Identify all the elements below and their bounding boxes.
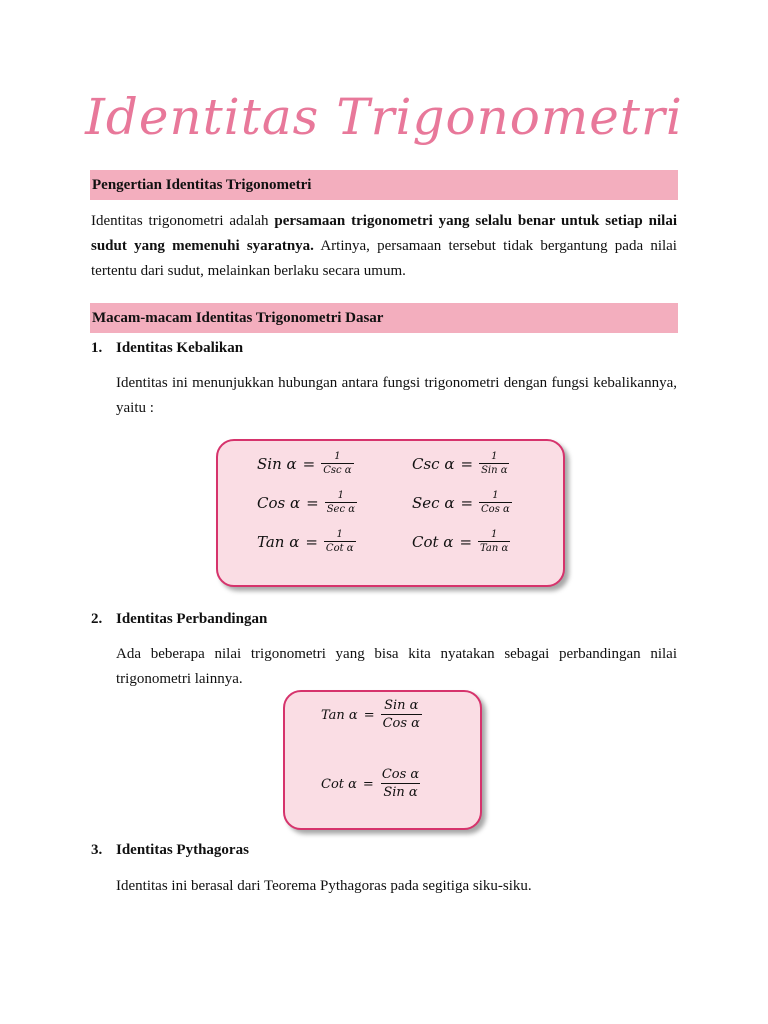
item-title: Identitas Perbandingan — [116, 611, 268, 627]
section-heading-macam: Macam-macam Identitas Trigonometri Dasar — [90, 303, 678, 333]
formula-tan-cot: Tan α = $\frac{1}{\text{Cot α}}$ — [257, 529, 354, 554]
formula-sec-cos: Sec α = $\frac{1}{\text{Cos α}}$ — [412, 490, 510, 515]
fraction: $\frac{1}{\text{Cos α}}$ — [481, 490, 510, 515]
formula-csc-sin: Csc α = $\frac{1}{\text{Sin α}}$ — [412, 451, 508, 476]
definition-text-end: Artinya, persamaan tersebut tidak bergantung pada nilai tertentu dari sudut, melainkan berlaku secara umum. — [91, 238, 677, 279]
formula-sin-csc: Sin α = $\frac{1}{\text{Csc α}}$ — [257, 451, 352, 476]
fraction: $\frac{1}{\text{Sec α}}$ — [326, 490, 355, 515]
page-title: Identitas Trigonometri — [85, 88, 683, 146]
definition-paragraph — [91, 209, 677, 284]
fraction: $\frac{1}{\text{Tan α}}$ — [480, 529, 509, 554]
item-title: Identitas Pythagoras — [116, 842, 249, 858]
item-number: 2. — [91, 611, 103, 627]
definition-text-bold: persamaan trigonometri yang selalu benar untuk setiap nilai sudut yang memenuhi syaratnya. — [91, 213, 678, 254]
formula-tan-ratio: Tan α = $\frac{\text{Sin α}}{\text{Cos α}}$ — [321, 698, 420, 731]
definition-text-start: Identitas trigonometri adalah — [91, 213, 275, 229]
item-text-pythagoras: Identitas ini berasal dari Teorema Pythagoras pada segitiga siku-siku. — [116, 878, 532, 894]
item-title: Identitas Kebalikan — [116, 340, 244, 356]
item-text-kebalikan: Identitas ini menunjukkan hubungan antara fungsi trigonometri dengan fungsi kebalikannya, yaitu : — [116, 375, 677, 416]
formula-cot-ratio: Cot α = $\frac{\text{Cos α}}{\text{Sin α}}$ — [321, 767, 420, 800]
item-number: 1. — [91, 340, 103, 356]
item-heading-kebalikan — [91, 340, 243, 357]
item-heading-pythagoras — [91, 842, 249, 859]
item-heading-perbandingan — [91, 611, 267, 628]
fraction: $\frac{1}{\text{Sin α}}$ — [481, 451, 508, 476]
fraction: $\frac{1}{\text{Csc α}}$ — [323, 451, 352, 476]
fraction: $\frac{\text{Cos α}}{\text{Sin α}}$ — [381, 767, 420, 800]
section-heading-pengertian: Pengertian Identitas Trigonometri — [90, 170, 678, 200]
item-number: 3. — [91, 842, 103, 858]
fraction: $\frac{1}{\text{Cot α}}$ — [325, 529, 354, 554]
item-text-perbandingan: Ada beberapa nilai trigonometri yang bisa kita nyatakan sebagai perbandingan nilai trigonometri lainnya. — [116, 646, 677, 687]
formula-cos-sec: Cos α = $\frac{1}{\text{Sec α}}$ — [257, 490, 355, 515]
fraction: $\frac{\text{Sin α}}{\text{Cos α}}$ — [382, 698, 420, 731]
formula-cot-tan: Cot α = $\frac{1}{\text{Tan α}}$ — [412, 529, 509, 554]
